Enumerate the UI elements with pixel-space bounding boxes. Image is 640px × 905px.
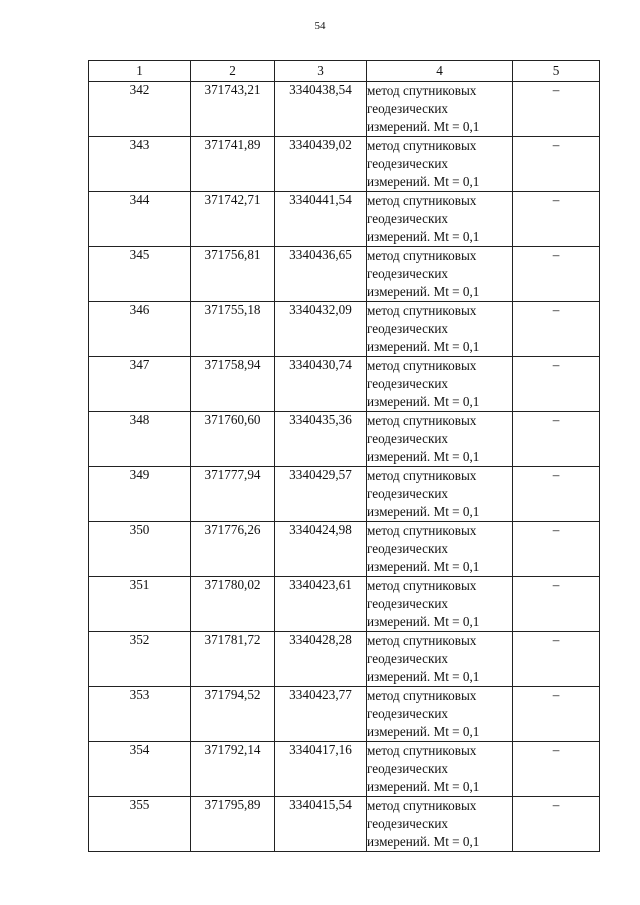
method-text-line: измерений. Mt = 0,1 [367,394,480,409]
dash-cell: – [513,522,600,577]
x-coordinate-cell: 371792,14 [191,742,275,797]
method-cell [367,192,513,247]
method-text-line: геодезических [367,211,449,226]
x-coordinate-cell: 371743,21 [191,82,275,137]
point-number-cell: 346 [89,302,191,357]
method-cell [367,247,513,302]
dash-cell: – [513,467,600,522]
method-text-line: метод спутниковых [367,248,477,263]
y-coordinate-cell: 3340436,65 [275,247,367,302]
method-text-line: геодезических [367,596,449,611]
y-coordinate-cell: 3340424,98 [275,522,367,577]
method-text-line: метод спутниковых [367,358,477,373]
x-coordinate-cell: 371780,02 [191,577,275,632]
method-text-line: метод спутниковых [367,688,477,703]
x-coordinate-cell: 371777,94 [191,467,275,522]
x-coordinate-cell: 371742,71 [191,192,275,247]
x-coordinate-cell: 371741,89 [191,137,275,192]
method-text-line: метод спутниковых [367,743,477,758]
method-text-line: геодезических [367,761,449,776]
point-number-cell: 352 [89,632,191,687]
method-text-line: измерений. Mt = 0,1 [367,779,480,794]
method-text-line: метод спутниковых [367,303,477,318]
table-row [89,82,600,137]
y-coordinate-cell: 3340415,54 [275,797,367,852]
method-cell [367,687,513,742]
y-coordinate-cell: 3340435,36 [275,412,367,467]
table-row [89,137,600,192]
table-row [89,577,600,632]
dash-cell: – [513,687,600,742]
method-text-line: измерений. Mt = 0,1 [367,119,480,134]
column-header-3: 3 [275,61,367,82]
table-row [89,247,600,302]
method-text-line: метод спутниковых [367,798,477,813]
table-row [89,357,600,412]
page-number: 54 [314,20,326,32]
method-cell [367,412,513,467]
y-coordinate-cell: 3340428,28 [275,632,367,687]
table-row [89,632,600,687]
method-text-line: метод спутниковых [367,138,477,153]
x-coordinate-cell: 371795,89 [191,797,275,852]
method-cell [367,137,513,192]
dash-cell: – [513,577,600,632]
column-header-2: 2 [191,61,275,82]
method-text-line: измерений. Mt = 0,1 [367,614,480,629]
method-text-line: измерений. Mt = 0,1 [367,284,480,299]
coordinates-table [88,60,600,852]
method-text-line: измерений. Mt = 0,1 [367,174,480,189]
x-coordinate-cell: 371758,94 [191,357,275,412]
point-number-cell: 343 [89,137,191,192]
point-number-cell: 345 [89,247,191,302]
table-row [89,742,600,797]
method-cell [367,357,513,412]
point-number-cell: 342 [89,82,191,137]
method-text-line: измерений. Mt = 0,1 [367,449,480,464]
method-text-line: измерений. Mt = 0,1 [367,559,480,574]
method-text-line: геодезических [367,266,449,281]
table-row [89,412,600,467]
method-text-line: геодезических [367,541,449,556]
table-row [89,302,600,357]
method-text-line: метод спутниковых [367,578,477,593]
method-text-line: измерений. Mt = 0,1 [367,504,480,519]
method-text-line: метод спутниковых [367,468,477,483]
y-coordinate-cell: 3340432,09 [275,302,367,357]
method-cell [367,577,513,632]
method-text-line: измерений. Mt = 0,1 [367,229,480,244]
method-text-line: геодезических [367,431,449,446]
y-coordinate-cell: 3340438,54 [275,82,367,137]
column-header-1: 1 [89,61,191,82]
method-text-line: геодезических [367,816,449,831]
method-text-line: геодезических [367,486,449,501]
y-coordinate-cell: 3340441,54 [275,192,367,247]
method-text-line: метод спутниковых [367,633,477,648]
dash-cell: – [513,82,600,137]
dash-cell: – [513,412,600,467]
dash-cell: – [513,357,600,412]
dash-cell: – [513,797,600,852]
point-number-cell: 347 [89,357,191,412]
table-row [89,192,600,247]
dash-cell: – [513,247,600,302]
point-number-cell: 344 [89,192,191,247]
method-text-line: измерений. Mt = 0,1 [367,669,480,684]
dash-cell: – [513,742,600,797]
dash-cell: – [513,137,600,192]
x-coordinate-cell: 371755,18 [191,302,275,357]
y-coordinate-cell: 3340439,02 [275,137,367,192]
x-coordinate-cell: 371781,72 [191,632,275,687]
y-coordinate-cell: 3340429,57 [275,467,367,522]
method-cell [367,82,513,137]
x-coordinate-cell: 371776,26 [191,522,275,577]
point-number-cell: 348 [89,412,191,467]
point-number-cell: 349 [89,467,191,522]
table-row [89,522,600,577]
method-cell [367,467,513,522]
dash-cell: – [513,192,600,247]
point-number-cell: 355 [89,797,191,852]
method-text-line: измерений. Mt = 0,1 [367,834,480,849]
point-number-cell: 351 [89,577,191,632]
point-number-cell: 350 [89,522,191,577]
point-number-cell: 353 [89,687,191,742]
method-cell [367,742,513,797]
table-row [89,687,600,742]
method-text-line: геодезических [367,651,449,666]
table-header-row [89,61,600,82]
method-text-line: измерений. Mt = 0,1 [367,724,480,739]
x-coordinate-cell: 371794,52 [191,687,275,742]
method-text-line: геодезических [367,376,449,391]
x-coordinate-cell: 371756,81 [191,247,275,302]
table-row [89,797,600,852]
method-text-line: метод спутниковых [367,193,477,208]
method-text-line: измерений. Mt = 0,1 [367,339,480,354]
method-cell [367,522,513,577]
column-header-4: 4 [367,61,513,82]
method-text-line: метод спутниковых [367,523,477,538]
method-cell [367,797,513,852]
method-text-line: геодезических [367,101,449,116]
y-coordinate-cell: 3340423,61 [275,577,367,632]
method-text-line: геодезических [367,706,449,721]
method-cell [367,632,513,687]
table-row [89,467,600,522]
method-text-line: геодезических [367,321,449,336]
method-text-line: геодезических [367,156,449,171]
point-number-cell: 354 [89,742,191,797]
y-coordinate-cell: 3340417,16 [275,742,367,797]
x-coordinate-cell: 371760,60 [191,412,275,467]
method-text-line: метод спутниковых [367,83,477,98]
dash-cell: – [513,302,600,357]
method-cell [367,302,513,357]
y-coordinate-cell: 3340430,74 [275,357,367,412]
dash-cell: – [513,632,600,687]
method-text-line: метод спутниковых [367,413,477,428]
y-coordinate-cell: 3340423,77 [275,687,367,742]
column-header-5: 5 [513,61,600,82]
